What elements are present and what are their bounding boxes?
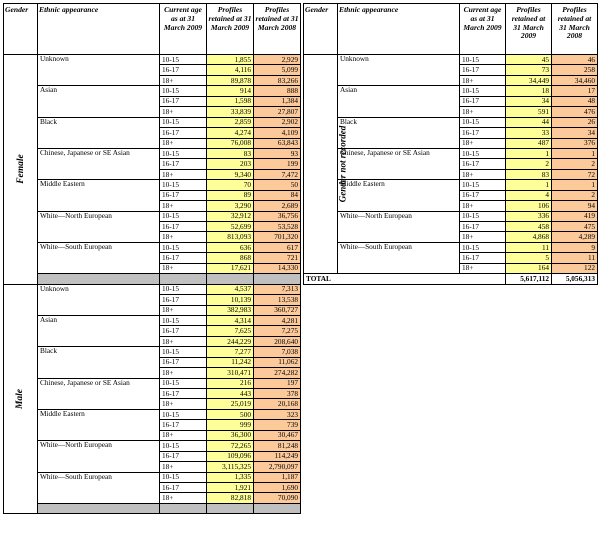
profiles-2008-cell: 617 — [254, 242, 301, 252]
profiles-2008-cell: 323 — [254, 409, 301, 419]
profiles-2009-cell: 72,265 — [207, 441, 254, 451]
profiles-2008-cell: 14,330 — [254, 263, 301, 273]
profiles-2008-cell: 53,528 — [254, 222, 301, 232]
profiles-2009-cell: 203 — [207, 159, 254, 169]
table-row — [4, 211, 301, 221]
age-band-cell: 10-15 — [160, 378, 207, 388]
profiles-2009-cell: 443 — [207, 389, 254, 399]
profiles-2009-cell: 914 — [207, 86, 254, 96]
header-profiles-2009: Profiles retained at 31 March 2009 — [506, 4, 552, 55]
profiles-2008-cell: 721 — [254, 253, 301, 263]
profiles-2009-cell: 458 — [506, 222, 552, 232]
profiles-2009-cell: 4,537 — [207, 284, 254, 294]
profiles-2009-cell: 4,314 — [207, 315, 254, 325]
profiles-2008-cell: 81,248 — [254, 441, 301, 451]
separator-cell — [160, 503, 207, 513]
header-current-age: Current age as at 31 March 2009 — [460, 4, 506, 55]
ethnic-appearance-cell: White—South European — [38, 242, 160, 273]
profiles-2008-cell: 360,727 — [254, 305, 301, 315]
header-profiles-2008: Profiles retained at 31 March 2008 — [254, 4, 301, 55]
age-band-cell: 16-17 — [160, 451, 207, 461]
age-band-cell: 10-15 — [160, 441, 207, 451]
age-band-cell: 18+ — [160, 462, 207, 472]
table-row — [4, 55, 301, 65]
ethnic-appearance-cell: Asian — [38, 315, 160, 346]
profiles-2009-cell: 3,290 — [207, 201, 254, 211]
profiles-2009-cell: 44 — [506, 117, 552, 127]
profiles-2008-cell: 7,275 — [254, 326, 301, 336]
header-row — [304, 4, 598, 55]
profiles-2009-cell: 636 — [207, 242, 254, 252]
profiles-2009-cell: 336 — [506, 211, 552, 221]
separator-cell — [160, 274, 207, 284]
age-band-cell: 16-17 — [160, 253, 207, 263]
profiles-2009-cell: 70 — [207, 180, 254, 190]
profiles-2009-cell: 7,277 — [207, 347, 254, 357]
profiles-2009-cell: 73 — [506, 65, 552, 75]
gender-cell — [4, 55, 38, 285]
profiles-2008-cell: 36,756 — [254, 211, 301, 221]
profiles-2008-cell: 378 — [254, 389, 301, 399]
profiles-2008-cell: 63,843 — [254, 138, 301, 148]
separator-cell — [254, 503, 301, 513]
ethnic-appearance-cell: Chinese, Japanese or SE Asian — [38, 378, 160, 409]
age-band-cell: 18+ — [160, 75, 207, 85]
table-body-left — [4, 55, 301, 514]
ethnic-appearance-cell: White—North European — [338, 211, 460, 242]
profiles-2008-cell: 84 — [254, 190, 301, 200]
profiles-2008-cell: 13,538 — [254, 295, 301, 305]
age-band-cell: 18+ — [460, 75, 506, 85]
ethnic-appearance-cell: Middle Eastern — [38, 409, 160, 440]
table-row — [304, 117, 598, 127]
profiles-2009-cell: 2,859 — [207, 117, 254, 127]
table-body-right — [304, 55, 598, 285]
profiles-2009-cell: 34 — [506, 96, 552, 106]
ethnic-appearance-cell: Asian — [38, 86, 160, 117]
ethnic-appearance-cell: Chinese, Japanese or SE Asian — [338, 148, 460, 179]
ethnic-appearance-cell: Unknown — [38, 284, 160, 315]
profiles-2009-cell: 36,300 — [207, 430, 254, 440]
profiles-2009-cell: 52,699 — [207, 222, 254, 232]
profiles-2009-cell: 5 — [506, 253, 552, 263]
profiles-2008-cell: 30,467 — [254, 430, 301, 440]
profiles-2008-cell: 114,249 — [254, 451, 301, 461]
gender-label: Female — [15, 154, 26, 185]
total-2009: 5,617,112 — [506, 274, 552, 284]
profiles-2008-cell: 419 — [552, 211, 598, 221]
age-band-cell: 18+ — [460, 263, 506, 273]
profiles-2009-cell: 1,921 — [207, 482, 254, 492]
profiles-2009-cell: 82,818 — [207, 493, 254, 503]
profiles-2009-cell: 33 — [506, 128, 552, 138]
profiles-2009-cell: 3,115,325 — [207, 462, 254, 472]
profiles-2008-cell: 7,313 — [254, 284, 301, 294]
header-gender: Gender — [304, 4, 338, 55]
ethnic-appearance-cell: Middle Eastern — [338, 180, 460, 211]
separator-cell — [38, 503, 160, 513]
age-band-cell: 16-17 — [160, 65, 207, 75]
header-profiles-2009: Profiles retained at 31 March 2009 — [207, 4, 254, 55]
profiles-2008-cell: 11 — [552, 253, 598, 263]
age-band-cell: 10-15 — [160, 315, 207, 325]
profiles-2009-cell: 34,449 — [506, 75, 552, 85]
profiles-2009-cell: 4,274 — [207, 128, 254, 138]
table-row — [304, 55, 598, 65]
age-band-cell: 18+ — [460, 107, 506, 117]
profiles-2009-cell: 1,335 — [207, 472, 254, 482]
profiles-2008-cell: 50 — [254, 180, 301, 190]
table-row — [4, 472, 301, 482]
table-row — [304, 148, 598, 158]
profiles-2009-cell: 106 — [506, 201, 552, 211]
profiles-2008-cell: 1 — [552, 148, 598, 158]
profiles-2009-cell: 1,598 — [207, 96, 254, 106]
profiles-2009-cell: 999 — [207, 420, 254, 430]
separator-cell — [207, 503, 254, 513]
profiles-2009-cell: 89,878 — [207, 75, 254, 85]
profiles-2009-cell: 813,093 — [207, 232, 254, 242]
age-band-cell: 18+ — [160, 493, 207, 503]
age-band-cell: 18+ — [160, 336, 207, 346]
profiles-2009-cell: 7,625 — [207, 326, 254, 336]
ethnic-appearance-cell: Middle Eastern — [38, 180, 160, 211]
age-band-cell: 18+ — [460, 138, 506, 148]
header-current-age: Current age as at 31 March 2009 — [160, 4, 207, 55]
profiles-2008-cell: 2,790,097 — [254, 462, 301, 472]
header-profiles-2008: Profiles retained at 31 March 2008 — [552, 4, 598, 55]
total-row — [304, 274, 598, 284]
table-row — [304, 180, 598, 190]
profiles-2009-cell: 32,912 — [207, 211, 254, 221]
age-band-cell: 16-17 — [160, 222, 207, 232]
profiles-2009-cell: 2 — [506, 159, 552, 169]
table-row — [4, 148, 301, 158]
age-band-cell: 10-15 — [460, 180, 506, 190]
ethnic-appearance-cell: Chinese, Japanese or SE Asian — [38, 148, 160, 179]
age-band-cell: 16-17 — [160, 96, 207, 106]
profiles-2009-cell: 4,116 — [207, 65, 254, 75]
table-row — [4, 180, 301, 190]
profiles-2008-cell: 701,320 — [254, 232, 301, 242]
age-band-cell: 16-17 — [160, 326, 207, 336]
age-band-cell: 10-15 — [460, 242, 506, 252]
gender-cell — [4, 284, 38, 514]
profiles-table-right — [303, 3, 598, 285]
age-band-cell: 16-17 — [160, 420, 207, 430]
table-row — [304, 242, 598, 252]
age-band-cell: 10-15 — [160, 242, 207, 252]
profiles-2008-cell: 1,187 — [254, 472, 301, 482]
profiles-2008-cell: 475 — [552, 222, 598, 232]
profiles-2009-cell: 83 — [506, 169, 552, 179]
profiles-2008-cell: 7,472 — [254, 169, 301, 179]
separator-cell — [207, 274, 254, 284]
profiles-2008-cell: 72 — [552, 169, 598, 179]
profiles-2009-cell: 1,855 — [207, 55, 254, 65]
age-band-cell: 18+ — [160, 107, 207, 117]
age-band-cell: 10-15 — [460, 86, 506, 96]
gender-label: Male — [15, 388, 26, 409]
profiles-2008-cell: 83,266 — [254, 75, 301, 85]
profiles-2008-cell: 2,689 — [254, 201, 301, 211]
age-band-cell: 10-15 — [460, 148, 506, 158]
ethnic-appearance-cell: Unknown — [38, 55, 160, 86]
profiles-2009-cell: 868 — [207, 253, 254, 263]
header-ethnic-appearance: Ethnic appearance — [338, 4, 460, 55]
profiles-2009-cell: 45 — [506, 55, 552, 65]
age-band-cell: 16-17 — [460, 128, 506, 138]
profiles-2008-cell: 197 — [254, 378, 301, 388]
profiles-2008-cell: 70,090 — [254, 493, 301, 503]
ethnic-appearance-cell: White—North European — [38, 211, 160, 242]
profiles-2008-cell: 888 — [254, 86, 301, 96]
profiles-2009-cell: 216 — [207, 378, 254, 388]
separator-row — [4, 503, 301, 513]
profiles-2008-cell: 11,062 — [254, 357, 301, 367]
age-band-cell: 10-15 — [160, 409, 207, 419]
header-ethnic-appearance: Ethnic appearance — [38, 4, 160, 55]
profiles-2008-cell: 2,929 — [254, 55, 301, 65]
profiles-2009-cell: 500 — [207, 409, 254, 419]
age-band-cell: 18+ — [160, 232, 207, 242]
age-band-cell: 10-15 — [160, 148, 207, 158]
profiles-2009-cell: 1 — [506, 180, 552, 190]
profiles-2009-cell: 109,096 — [207, 451, 254, 461]
ethnic-appearance-cell: Black — [38, 347, 160, 378]
age-band-cell: 10-15 — [160, 472, 207, 482]
profiles-2008-cell: 9 — [552, 242, 598, 252]
table-row — [4, 315, 301, 325]
profiles-table-left — [3, 3, 301, 514]
profiles-2009-cell: 11,242 — [207, 357, 254, 367]
table-row — [304, 211, 598, 221]
age-band-cell: 18+ — [160, 305, 207, 315]
profiles-2009-cell: 487 — [506, 138, 552, 148]
age-band-cell: 16-17 — [460, 65, 506, 75]
header-gender: Gender — [4, 4, 38, 55]
profiles-2009-cell: 11 — [506, 242, 552, 252]
table-row — [4, 409, 301, 419]
profiles-2008-cell: 34 — [552, 128, 598, 138]
gender-label: Gender not recorded — [337, 125, 348, 202]
age-band-cell: 18+ — [160, 169, 207, 179]
age-band-cell: 10-15 — [160, 180, 207, 190]
table-row — [4, 117, 301, 127]
profiles-2008-cell: 4,281 — [254, 315, 301, 325]
profiles-2008-cell: 2,902 — [254, 117, 301, 127]
ethnic-appearance-cell: White—South European — [338, 242, 460, 273]
profiles-2008-cell: 476 — [552, 107, 598, 117]
profiles-2009-cell: 33,839 — [207, 107, 254, 117]
profiles-2008-cell: 26 — [552, 117, 598, 127]
profiles-2008-cell: 739 — [254, 420, 301, 430]
age-band-cell: 18+ — [460, 169, 506, 179]
ethnic-appearance-cell: White—North European — [38, 441, 160, 472]
age-band-cell: 16-17 — [160, 190, 207, 200]
age-band-cell: 10-15 — [160, 55, 207, 65]
profiles-2008-cell: 94 — [552, 201, 598, 211]
table-row — [4, 86, 301, 96]
profiles-2009-cell: 4,868 — [506, 232, 552, 242]
profiles-2008-cell: 274,282 — [254, 368, 301, 378]
age-band-cell: 10-15 — [460, 211, 506, 221]
table-row — [4, 441, 301, 451]
age-band-cell: 16-17 — [160, 482, 207, 492]
profiles-2008-cell: 1 — [552, 180, 598, 190]
age-band-cell: 10-15 — [160, 211, 207, 221]
age-band-cell: 16-17 — [460, 96, 506, 106]
profiles-2009-cell: 17,621 — [207, 263, 254, 273]
profiles-2009-cell: 76,008 — [207, 138, 254, 148]
profiles-2009-cell: 89 — [207, 190, 254, 200]
profiles-2008-cell: 27,807 — [254, 107, 301, 117]
age-band-cell: 18+ — [160, 138, 207, 148]
age-band-cell: 10-15 — [160, 347, 207, 357]
separator-cell — [38, 274, 160, 284]
profiles-2008-cell: 1,384 — [254, 96, 301, 106]
profiles-2009-cell: 83 — [207, 148, 254, 158]
ethnic-appearance-cell: Black — [38, 117, 160, 148]
header-row — [4, 4, 301, 55]
age-band-cell: 16-17 — [460, 222, 506, 232]
profiles-2008-cell: 199 — [254, 159, 301, 169]
age-band-cell: 10-15 — [160, 86, 207, 96]
profiles-2008-cell: 93 — [254, 148, 301, 158]
age-band-cell: 18+ — [160, 263, 207, 273]
table-row — [304, 86, 598, 96]
age-band-cell: 16-17 — [460, 253, 506, 263]
age-band-cell: 18+ — [160, 399, 207, 409]
age-band-cell: 16-17 — [160, 357, 207, 367]
profiles-2008-cell: 258 — [552, 65, 598, 75]
age-band-cell: 16-17 — [460, 190, 506, 200]
table-row — [4, 284, 301, 294]
age-band-cell: 18+ — [460, 201, 506, 211]
profiles-2009-cell: 310,471 — [207, 368, 254, 378]
profiles-2009-cell: 4 — [506, 190, 552, 200]
separator-cell — [254, 274, 301, 284]
ethnic-appearance-cell: White—South European — [38, 472, 160, 503]
age-band-cell: 18+ — [160, 201, 207, 211]
age-band-cell: 10-15 — [460, 55, 506, 65]
ethnic-appearance-cell: Asian — [338, 86, 460, 117]
table-row — [4, 347, 301, 357]
profiles-2008-cell: 46 — [552, 55, 598, 65]
gender-cell — [304, 55, 348, 274]
profiles-2008-cell: 5,099 — [254, 65, 301, 75]
profiles-2008-cell: 4,289 — [552, 232, 598, 242]
total-label: TOTAL — [304, 274, 506, 284]
profiles-2008-cell: 48 — [552, 96, 598, 106]
age-band-cell: 10-15 — [160, 284, 207, 294]
profiles-2008-cell: 17 — [552, 86, 598, 96]
profiles-2008-cell: 4,109 — [254, 128, 301, 138]
profiles-2009-cell: 9,340 — [207, 169, 254, 179]
profiles-2009-cell: 18 — [506, 86, 552, 96]
total-2008: 5,056,313 — [552, 274, 598, 284]
profiles-2008-cell: 122 — [552, 263, 598, 273]
profiles-2009-cell: 382,983 — [207, 305, 254, 315]
profiles-2008-cell: 2 — [552, 190, 598, 200]
profiles-2009-cell: 1 — [506, 148, 552, 158]
age-band-cell: 18+ — [460, 232, 506, 242]
age-band-cell: 18+ — [160, 368, 207, 378]
profiles-2009-cell: 591 — [506, 107, 552, 117]
profiles-2008-cell: 7,038 — [254, 347, 301, 357]
profiles-2008-cell: 20,168 — [254, 399, 301, 409]
profiles-2009-cell: 25,019 — [207, 399, 254, 409]
table-row — [4, 242, 301, 252]
profiles-2008-cell: 208,640 — [254, 336, 301, 346]
age-band-cell: 16-17 — [160, 295, 207, 305]
table-row — [4, 378, 301, 388]
age-band-cell: 16-17 — [460, 159, 506, 169]
age-band-cell: 10-15 — [460, 117, 506, 127]
age-band-cell: 16-17 — [160, 128, 207, 138]
ethnic-appearance-cell: Black — [338, 117, 460, 148]
profiles-2009-cell: 164 — [506, 263, 552, 273]
age-band-cell: 16-17 — [160, 159, 207, 169]
profiles-2008-cell: 376 — [552, 138, 598, 148]
profiles-2008-cell: 2 — [552, 159, 598, 169]
profiles-2009-cell: 10,139 — [207, 295, 254, 305]
profiles-2009-cell: 244,229 — [207, 336, 254, 346]
profiles-2008-cell: 1,690 — [254, 482, 301, 492]
ethnic-appearance-cell: Unknown — [338, 55, 460, 86]
separator-row — [4, 274, 301, 284]
age-band-cell: 18+ — [160, 430, 207, 440]
age-band-cell: 10-15 — [160, 117, 207, 127]
profiles-2008-cell: 34,460 — [552, 75, 598, 85]
age-band-cell: 16-17 — [160, 389, 207, 399]
